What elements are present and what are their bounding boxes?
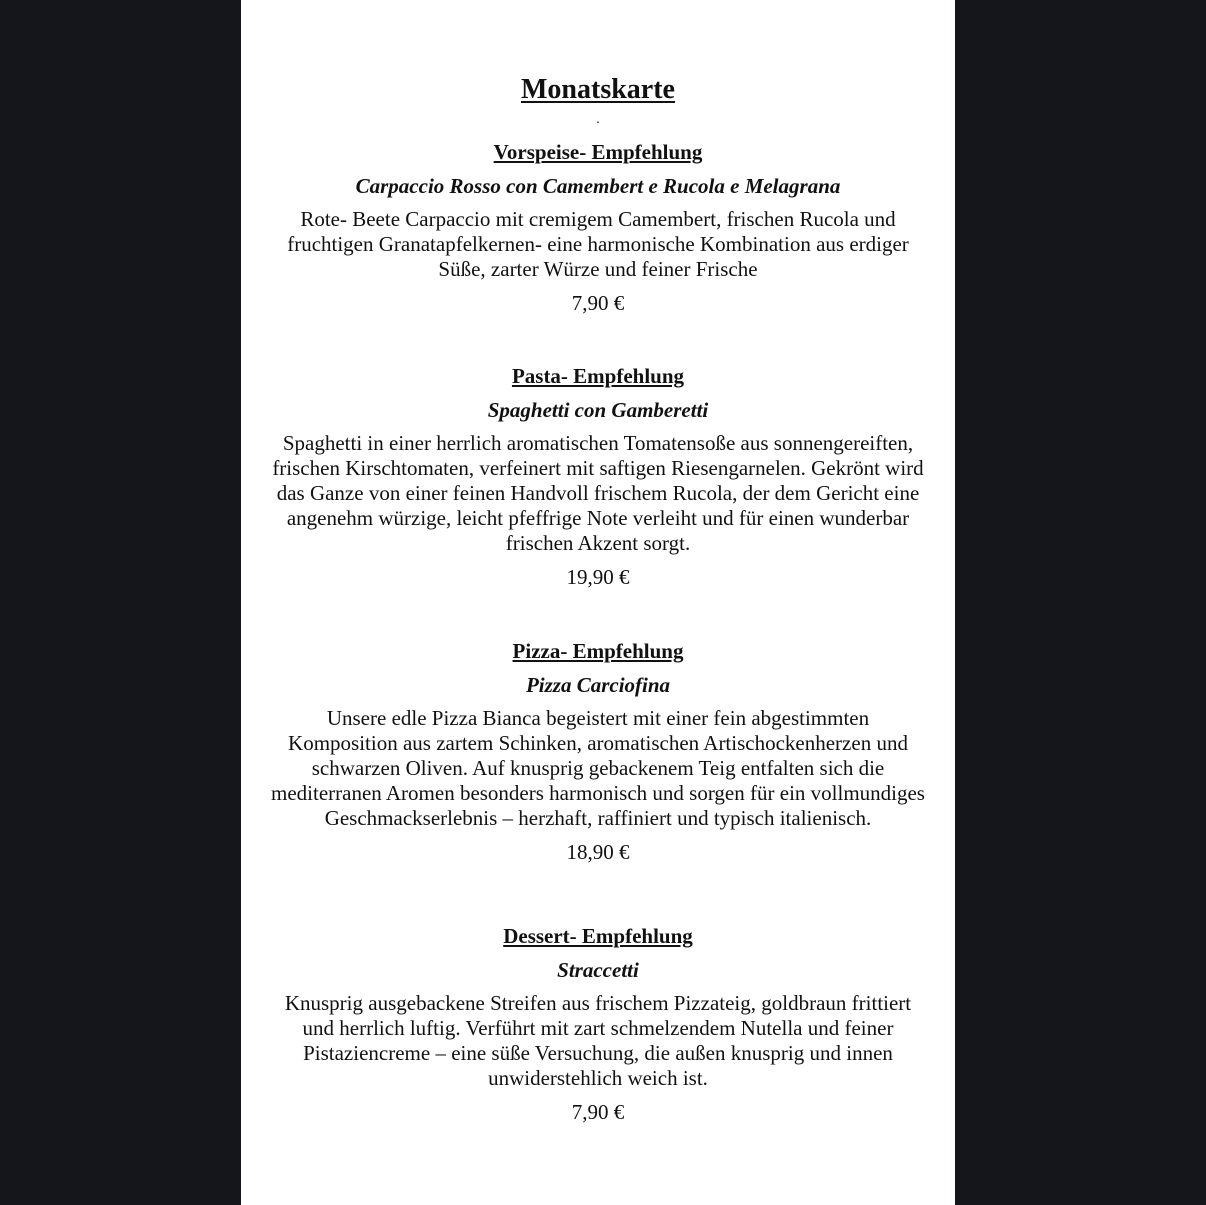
dish-description: Knusprig ausgebackene Streifen aus frischem Pizzateig, goldbraun frittiert und herrlich luftig. Verführt mit zart schmelzendem Nutella und feiner Pistaziencreme – eine süße Versuchung, die außen knusprig und innen unwiderstehlich weich ist. <box>284 991 912 1090</box>
dish-name: Spaghetti con Gamberetti <box>487 398 709 422</box>
menu-page <box>241 0 955 1205</box>
dish-name: Pizza Carciofina <box>525 673 671 697</box>
section-pizza <box>271 638 925 865</box>
dish-price: 19,90 € <box>566 565 630 589</box>
dish-description: Spaghetti in einer herrlich aromatischen Tomatensoße aus sonnengereiften, frischen Kirschtomaten, verfeinert mit saftigen Riesengarnelen. Gekrönt wird das Ganze von einer feinen Handvoll frischem Rucola, der dem Gericht eine angenehm würzige, leicht pfeffrige Note verleiht und für einen wunderbar frischen Akzent sorgt. <box>272 431 924 555</box>
section-heading: Pasta- Empfehlung <box>511 364 685 388</box>
section-heading: Dessert- Empfehlung <box>503 924 693 948</box>
dish-description: Unsere edle Pizza Bianca begeistert mit einer fein abgestimmten Komposition aus zartem Schinken, aromatischen Artischockenherzen und schwarzen Oliven. Auf knusprig gebackenem Teig entfalten sich die mediterranen Aromen besonders harmonisch und sorgen für ein vollmundiges Geschmackserlebnis – herzhaft, raffiniert und typisch italienisch. <box>271 706 925 830</box>
dish-name: Carpaccio Rosso con Camembert e Rucola e Melagrana <box>355 174 841 198</box>
dish-description: Rote- Beete Carpaccio mit cremigem Camembert, frischen Rucola und fruchtigen Granatapfelkernen- eine harmonische Kombination aus erdiger Süße, zarter Würze und feiner Frische <box>287 207 909 281</box>
page-title: Monatskarte <box>521 74 675 105</box>
dish-price: 7,90 € <box>571 291 625 315</box>
dish-price: 18,90 € <box>566 840 630 864</box>
section-heading: Vorspeise- Empfehlung <box>493 140 703 164</box>
section-dessert <box>271 923 925 1125</box>
section-heading: Pizza- Empfehlung <box>512 639 684 663</box>
section-starter <box>271 139 925 316</box>
section-pasta <box>271 363 925 590</box>
dish-price: 7,90 € <box>571 1100 625 1124</box>
dish-name: Straccetti <box>557 958 639 982</box>
title-dot: . <box>596 112 600 127</box>
